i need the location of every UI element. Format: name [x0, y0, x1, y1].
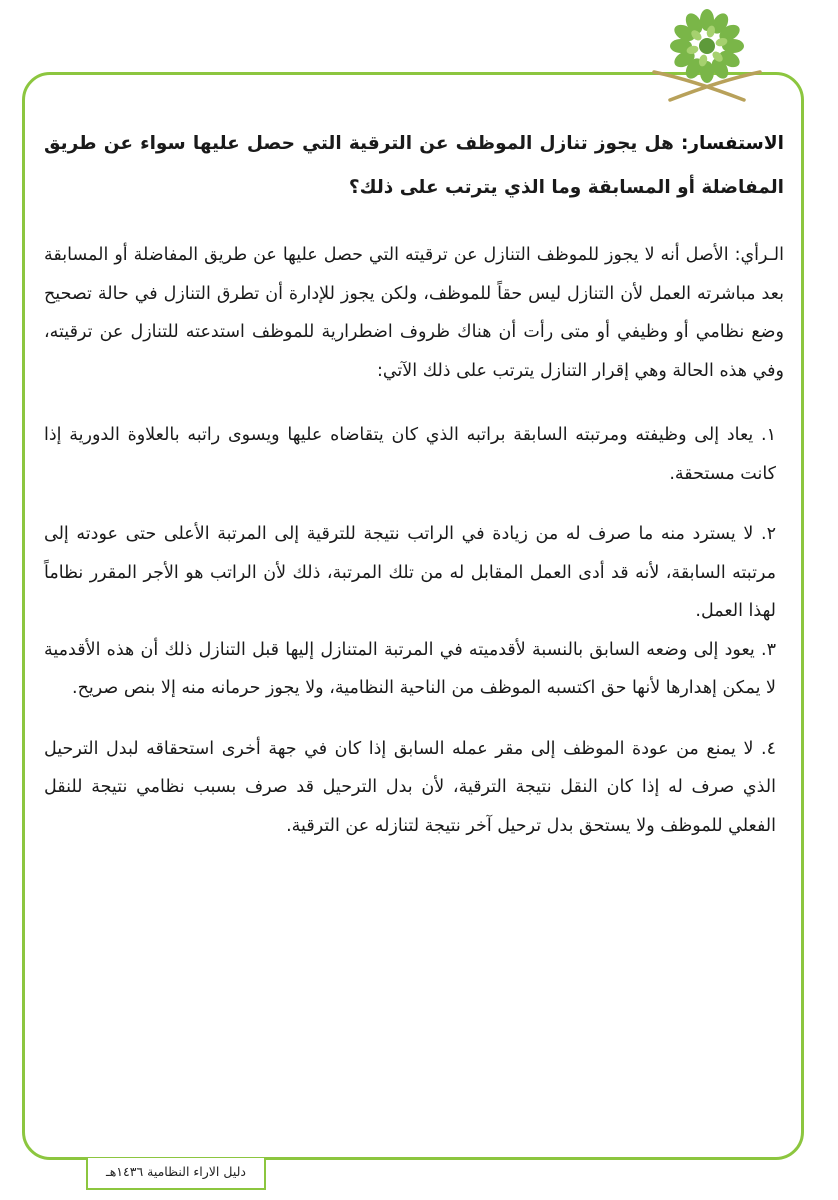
palm-crown: [670, 9, 744, 83]
list-item: ٤. لا يمنع من عودة الموظف إلى مقر عمله السابق إذا كان في جهة أخرى استحقاقه لبدل الترحيل الذي صرف له إذا كان النقل نتيجة الترقية، لأن بدل الترحيل قد صرف بسبب نظامي نتيجة للنقل الفعلي للموظف ولا يستحق بدل ترحيل آخر نتيجة لتنازله عن الترقية.: [44, 738, 776, 836]
document-body: [44, 122, 784, 845]
item-gap: [44, 708, 784, 730]
item-gap: [44, 493, 784, 515]
opinion-label: الـرأي:: [734, 245, 784, 265]
list-item: ١. يعاد إلى وظيفته ومرتبته السابقة براتبه الذي كان يتقاضاه عليها ويسوى راتبه بالعلاوة الدورية إذا كانت مستحقة.: [44, 425, 776, 484]
footer-label: دليل الاراء النظامية ١٤٣٦هـ: [86, 1158, 266, 1190]
logo-emblem: [632, 6, 782, 104]
list-item: ٣. يعود إلى وضعه السابق بالنسبة لأقدميته في المرتبة المتنازل إليها قبل التنازل ذلك أن هذه الأقدمية لا يمكن إهدارها لأنها حق اكتسبه الموظف من الناحية النظامية، ولا يجوز حرمانه منه إلا بنص صريح.: [44, 639, 776, 698]
list-item: ٢. لا يسترد منه ما صرف له من زيادة في الراتب نتيجة للترقية إلى المرتبة الأعلى حتى عودته إلى مرتبته السابقة، لأنه قد أدى العمل المقابل له من تلك المرتبة، ذلك لأن الراتب هو الأجر المقرر نظاماً لهذا العمل.: [44, 524, 776, 621]
inquiry-text: هل يجوز تنازل الموظف عن الترقية التي حصل عليها سواء عن طريق المفاضلة أو المسابقة وما الذي يترتب على ذلك؟: [44, 133, 784, 198]
opinion-text: الأصل أنه لا يجوز للموظف التنازل عن ترقيته التي حصل عليها عن طريق المفاضلة أو المسابقة بعد مباشرته العمل لأن التنازل ليس حقاً للموظف، ولكن يجوز للإدارة أن تطرق التنازل في حالة تصحيح وضع نظامي أو وظيفي أو متى رأت أن هناك ظروف اضطرارية للموظف استدعته للتنازل عن ترقيته، وفي هذه الحالة وهي إقرار التنازل يترتب على ذلك الآتي:: [44, 245, 784, 381]
inquiry-label: الاستفسار:: [681, 133, 784, 154]
inquiry: [44, 122, 784, 210]
opinion: [44, 236, 784, 390]
